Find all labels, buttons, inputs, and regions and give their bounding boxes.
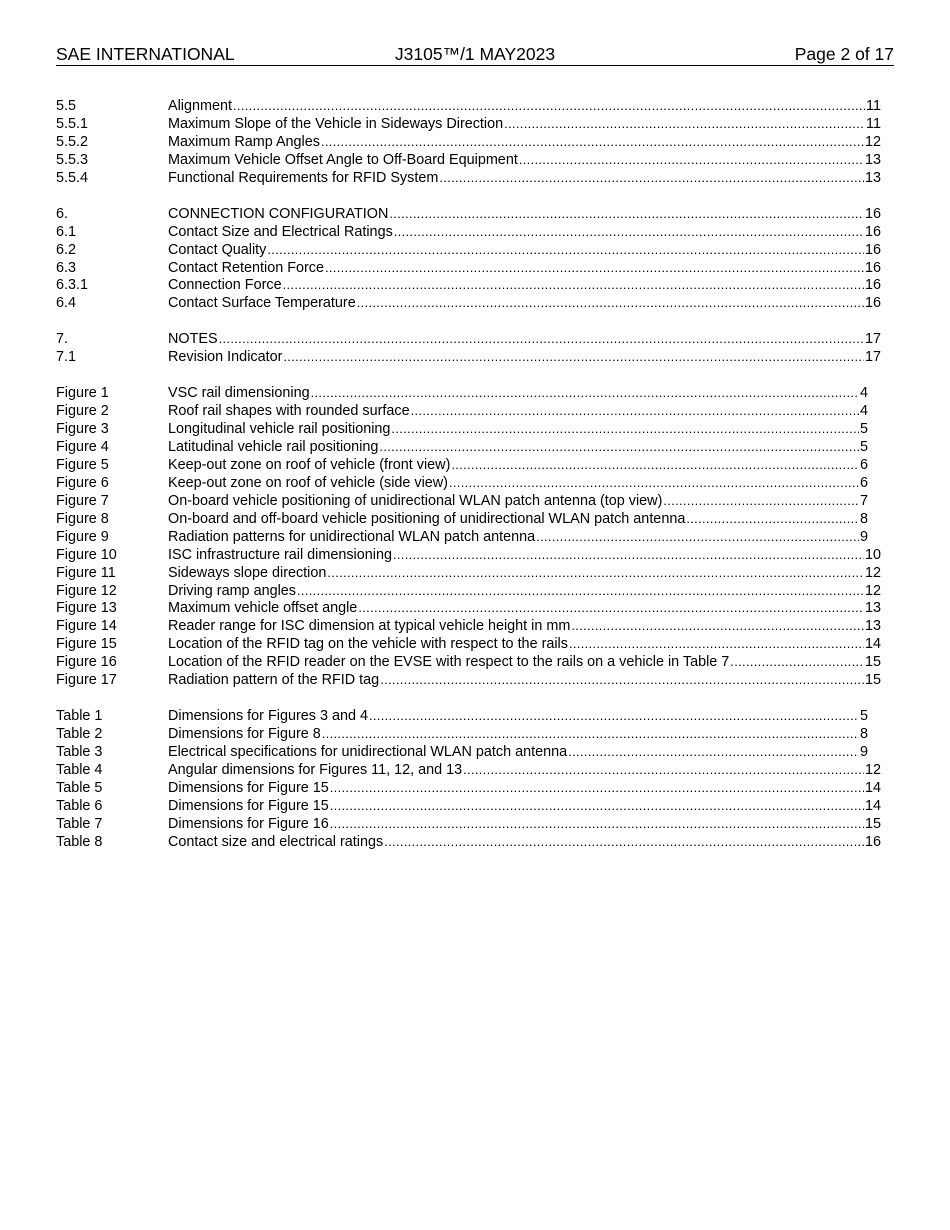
toc-entry[interactable] <box>56 671 881 689</box>
dot-leader <box>297 582 864 600</box>
toc-entry[interactable] <box>56 779 881 797</box>
dot-leader <box>571 617 864 635</box>
toc-entry[interactable] <box>56 617 881 635</box>
toc-entry-page: 13 <box>864 151 881 168</box>
toc-group <box>56 707 881 851</box>
dot-leader <box>568 743 859 761</box>
toc-entry[interactable] <box>56 582 881 600</box>
toc-entry-title: Longitudinal vehicle rail positioning <box>168 421 391 438</box>
toc-entry[interactable] <box>56 223 881 241</box>
toc-entry-page: 15 <box>864 672 881 689</box>
dot-leader <box>311 384 859 402</box>
table-of-contents <box>56 97 881 869</box>
toc-entry-title: Maximum vehicle offset angle <box>168 600 358 617</box>
dot-leader <box>439 169 864 187</box>
dot-leader <box>330 797 864 815</box>
toc-entry-number: Table 3 <box>56 744 103 760</box>
toc-entry-title: Latitudinal vehicle rail positioning <box>168 439 379 455</box>
dot-leader <box>330 779 864 797</box>
toc-entry-number: Figure 5 <box>56 456 109 473</box>
toc-entry-page: 16 <box>864 295 881 312</box>
dot-leader <box>325 259 864 277</box>
toc-entry[interactable] <box>56 151 881 169</box>
dot-leader <box>379 438 859 456</box>
toc-entry[interactable] <box>56 492 868 510</box>
dot-leader <box>519 151 864 169</box>
toc-entry-number: Figure 2 <box>56 403 109 420</box>
toc-entry-title: Sideways slope direction <box>168 564 327 581</box>
toc-entry-page: 9 <box>859 744 868 760</box>
toc-entry-title: Alignment <box>168 98 232 114</box>
toc-entry-title: Contact Surface Temperature <box>168 295 356 312</box>
toc-entry[interactable] <box>56 761 881 779</box>
toc-entry-number: Figure 1 <box>56 385 109 402</box>
toc-entry-title: Angular dimensions for Figures 11, 12, and 13 <box>168 761 463 778</box>
toc-entry-page: 13 <box>864 169 881 186</box>
toc-entry-page: 7 <box>859 492 868 509</box>
toc-entry-number: 7. <box>56 331 69 348</box>
toc-entry-number: Figure 7 <box>56 492 109 509</box>
toc-entry[interactable] <box>56 510 868 528</box>
toc-group <box>56 97 881 187</box>
toc-entry-title: Location of the RFID reader on the EVSE with respect to the rails on a vehicle in Table 7 <box>168 654 730 671</box>
toc-entry-title: Dimensions for Figure 16 <box>168 815 329 832</box>
dot-leader <box>330 815 864 833</box>
toc-entry-title: Dimensions for Figure 15 <box>168 797 329 814</box>
toc-entry-title: VSC rail dimensioning <box>168 385 310 402</box>
toc-entry-number: 5.5.3 <box>56 151 89 168</box>
toc-entry-page: 6 <box>859 474 868 491</box>
dot-leader <box>686 510 859 528</box>
toc-entry-number: Figure 3 <box>56 421 109 438</box>
toc-entry-page: 15 <box>864 815 881 832</box>
toc-entry-page: 16 <box>864 277 881 294</box>
toc-entry[interactable] <box>56 725 868 743</box>
dot-leader <box>504 115 865 133</box>
toc-entry-title: Maximum Vehicle Offset Angle to Off-Board Equipment <box>168 151 518 168</box>
dot-leader <box>384 833 864 851</box>
toc-entry-page: 17 <box>864 331 881 348</box>
dot-leader <box>389 205 864 223</box>
toc-entry-number: Figure 8 <box>56 510 109 527</box>
toc-entry-number: Figure 12 <box>56 582 117 599</box>
toc-entry-page: 15 <box>864 654 881 671</box>
toc-entry[interactable] <box>56 115 881 133</box>
toc-entry-number: 5.5.1 <box>56 115 89 132</box>
toc-entry-number: Figure 6 <box>56 474 109 491</box>
toc-entry-title: Reader range for ISC dimension at typical vehicle height in mm <box>168 618 571 635</box>
toc-entry[interactable] <box>56 474 868 492</box>
toc-entry-page: 12 <box>864 761 881 778</box>
toc-entry-number: Table 7 <box>56 815 103 832</box>
toc-entry-title: Contact Quality <box>168 241 267 258</box>
dot-leader <box>327 564 864 582</box>
toc-entry-title: Dimensions for Figures 3 and 4 <box>168 708 368 725</box>
toc-entry-number: Figure 17 <box>56 672 117 689</box>
toc-entry-page: 16 <box>864 241 881 258</box>
toc-entry[interactable] <box>56 294 881 312</box>
toc-group <box>56 330 881 366</box>
dot-leader <box>380 671 864 689</box>
toc-entry-page: 12 <box>864 564 881 581</box>
toc-group <box>56 384 881 689</box>
dot-leader <box>536 528 859 546</box>
toc-entry-number: Table 8 <box>56 833 103 850</box>
dot-leader <box>321 133 864 151</box>
toc-entry-number: Figure 13 <box>56 600 117 617</box>
toc-entry[interactable] <box>56 330 881 348</box>
dot-leader <box>357 294 864 312</box>
toc-entry[interactable] <box>56 205 881 223</box>
toc-entry-page: 12 <box>864 133 881 150</box>
toc-entry-number: 6.2 <box>56 241 77 258</box>
toc-entry-title: Contact size and electrical ratings <box>168 833 384 850</box>
toc-entry-number: 7.1 <box>56 349 77 366</box>
dot-leader <box>730 653 864 671</box>
toc-entry-title: NOTES <box>168 331 218 348</box>
dot-leader <box>394 223 864 241</box>
toc-entry-page: 5 <box>859 708 868 725</box>
dot-leader <box>663 492 859 510</box>
toc-entry-page: 16 <box>864 205 881 222</box>
toc-entry-page: 11 <box>866 98 881 114</box>
toc-entry[interactable] <box>56 564 881 582</box>
toc-entry-number: Table 2 <box>56 726 103 743</box>
toc-entry-title: Driving ramp angles <box>168 582 296 599</box>
toc-entry-title: On-board and off-board vehicle positioning of unidirectional WLAN patch antenna <box>168 510 686 527</box>
toc-entry[interactable] <box>56 97 881 115</box>
toc-entry-page: 10 <box>864 546 881 563</box>
toc-entry[interactable] <box>56 402 868 420</box>
toc-entry-page: 9 <box>859 528 868 545</box>
toc-entry-page: 11 <box>866 115 881 132</box>
toc-entry[interactable] <box>56 384 868 402</box>
toc-entry[interactable] <box>56 599 881 617</box>
toc-entry-title: Revision Indicator <box>168 349 283 366</box>
toc-entry-number: Figure 10 <box>56 546 117 563</box>
toc-entry[interactable] <box>56 546 881 564</box>
toc-entry[interactable] <box>56 276 881 294</box>
dot-leader <box>463 761 864 779</box>
toc-entry-title: Keep-out zone on roof of vehicle (front view) <box>168 456 451 473</box>
toc-group <box>56 205 881 313</box>
toc-entry[interactable] <box>56 133 881 151</box>
toc-entry-number: Figure 15 <box>56 636 117 653</box>
dot-leader <box>569 635 864 653</box>
dot-leader <box>233 97 865 115</box>
toc-entry[interactable] <box>56 815 881 833</box>
toc-entry-page: 16 <box>864 223 881 240</box>
toc-entry-page: 14 <box>864 779 881 796</box>
toc-entry[interactable] <box>56 348 881 366</box>
toc-entry-number: 5.5.2 <box>56 133 89 150</box>
toc-entry-number: 6.1 <box>56 223 77 240</box>
toc-entry-number: 6.4 <box>56 295 77 312</box>
dot-leader <box>322 725 859 743</box>
toc-entry-number: Table 4 <box>56 761 103 778</box>
toc-entry-title: Contact Retention Force <box>168 259 324 276</box>
dot-leader <box>449 474 859 492</box>
toc-entry-page: 14 <box>864 797 881 814</box>
dot-leader <box>411 402 859 420</box>
toc-entry-page: 13 <box>864 600 881 617</box>
toc-entry-title: ISC infrastructure rail dimensioning <box>168 546 392 563</box>
toc-entry-page: 16 <box>864 833 881 850</box>
toc-entry-title: Contact Size and Electrical Ratings <box>168 223 393 240</box>
toc-entry[interactable] <box>56 528 868 546</box>
header-page-number: Page 2 of 17 <box>794 44 894 64</box>
toc-entry[interactable] <box>56 438 868 456</box>
toc-entry-page: 14 <box>864 636 881 653</box>
toc-entry-number: Figure 9 <box>56 528 109 545</box>
toc-entry-title: Keep-out zone on roof of vehicle (side view) <box>168 474 448 491</box>
toc-entry-number: Figure 14 <box>56 618 117 635</box>
toc-entry-number: Table 5 <box>56 779 103 796</box>
toc-entry-page: 16 <box>864 259 881 276</box>
toc-entry-page: 8 <box>859 726 868 743</box>
toc-entry-number: 5.5 <box>56 98 77 114</box>
toc-entry-page: 12 <box>864 582 881 599</box>
dot-leader <box>451 456 859 474</box>
toc-entry-page: 17 <box>864 349 881 366</box>
toc-entry-page: 8 <box>859 510 868 527</box>
toc-entry[interactable] <box>56 420 868 438</box>
toc-entry[interactable] <box>56 241 881 259</box>
toc-entry-number: 6.3 <box>56 259 77 276</box>
toc-entry-title: Dimensions for Figure 8 <box>168 726 321 743</box>
toc-entry-page: 4 <box>859 385 868 402</box>
toc-entry[interactable] <box>56 456 868 474</box>
toc-entry-number: 6.3.1 <box>56 277 89 294</box>
dot-leader <box>283 348 864 366</box>
toc-entry[interactable] <box>56 653 881 671</box>
toc-entry[interactable] <box>56 259 881 277</box>
toc-entry-title: Functional Requirements for RFID System <box>168 169 439 186</box>
dot-leader <box>267 241 864 259</box>
toc-entry-title: On-board vehicle positioning of unidirectional WLAN patch antenna (top view) <box>168 492 663 509</box>
toc-entry-page: 4 <box>859 403 868 420</box>
toc-entry-number: Figure 11 <box>56 564 116 581</box>
toc-entry-number: Table 1 <box>56 708 103 725</box>
toc-entry-number: 5.5.4 <box>56 169 89 186</box>
toc-entry-page: 5 <box>859 421 868 438</box>
toc-entry[interactable] <box>56 707 868 725</box>
toc-entry-title: Dimensions for Figure 15 <box>168 779 329 796</box>
toc-entry-number: Figure 16 <box>56 654 117 671</box>
toc-entry[interactable] <box>56 169 881 187</box>
dot-leader <box>369 707 859 725</box>
page-header <box>56 44 894 66</box>
toc-entry[interactable] <box>56 743 868 761</box>
toc-entry-title: Radiation patterns for unidirectional WLAN patch antenna <box>168 528 536 545</box>
dot-leader <box>283 276 864 294</box>
toc-entry-number: Figure 4 <box>56 439 109 455</box>
toc-entry-title: Roof rail shapes with rounded surface <box>168 403 410 420</box>
toc-entry-title: Location of the RFID tag on the vehicle with respect to the rails <box>168 636 568 653</box>
toc-entry-title: Electrical specifications for unidirectional WLAN patch antenna <box>168 744 568 760</box>
dot-leader <box>358 599 864 617</box>
toc-entry-page: 13 <box>864 618 881 635</box>
toc-entry[interactable] <box>56 797 881 815</box>
toc-entry[interactable] <box>56 635 881 653</box>
dot-leader <box>219 330 864 348</box>
dot-leader <box>391 420 859 438</box>
toc-entry-title: Radiation pattern of the RFID tag <box>168 672 380 689</box>
header-document-id: J3105™/1 MAY2023 <box>394 44 556 64</box>
toc-entry-number: 6. <box>56 205 69 222</box>
toc-entry-title: Maximum Slope of the Vehicle in Sideways Direction <box>168 115 504 132</box>
toc-entry-title: Maximum Ramp Angles <box>168 133 320 150</box>
toc-entry-number: Table 6 <box>56 797 103 814</box>
toc-entry-title: Connection Force <box>168 277 282 294</box>
dot-leader <box>393 546 864 564</box>
toc-entry-title: CONNECTION CONFIGURATION <box>168 205 389 222</box>
toc-entry-page: 6 <box>859 456 868 473</box>
toc-entry-page: 5 <box>859 439 868 455</box>
header-organization: SAE INTERNATIONAL <box>56 44 235 64</box>
toc-entry[interactable] <box>56 833 881 851</box>
